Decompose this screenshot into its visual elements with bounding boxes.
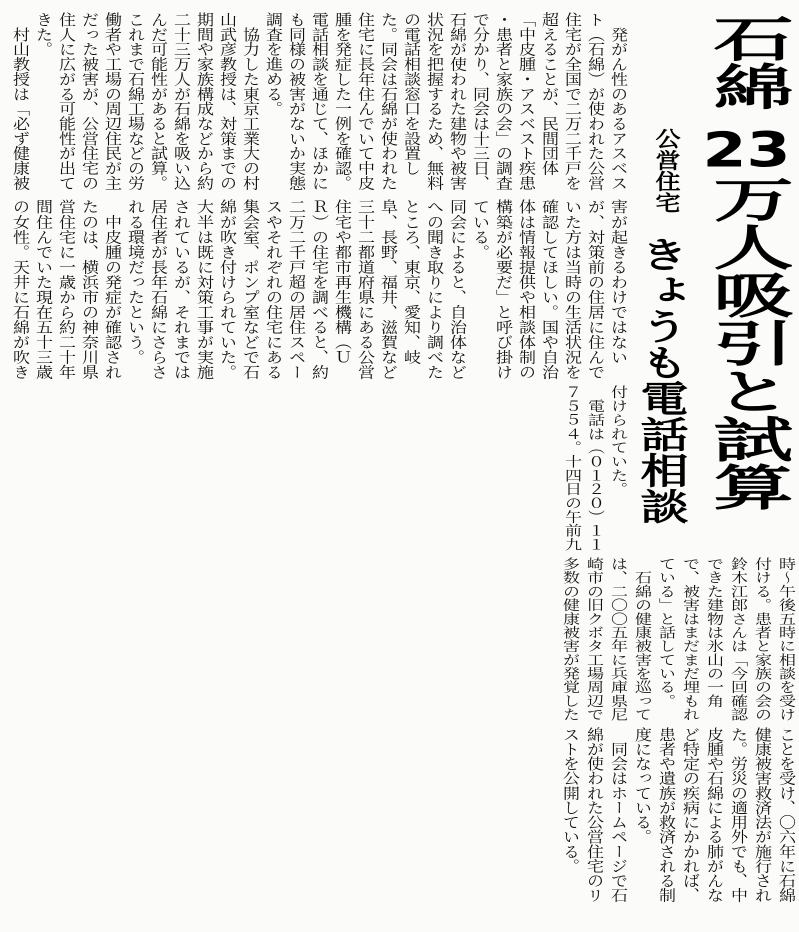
text-column: できた建物は氷山の一角 [703, 557, 723, 708]
text-column: 山武彦教授は、対策までの [216, 12, 236, 191]
text-column: 電話は（０１２０）１１ [584, 385, 604, 552]
text-column: 患者や遺族が救済される制 [655, 727, 675, 903]
text-column: 電話相談を通じて、ほかに [308, 12, 328, 191]
text-column: 阜、長野、福井、滋賀など [377, 199, 397, 380]
text-column: 体は情報提供や相談体制の [515, 199, 535, 380]
headline [700, 14, 792, 510]
text-column: 住宅や都市再生機構（Ｕ [331, 199, 351, 365]
text-column: だった被害が、公営住宅の [78, 12, 98, 191]
text-column: 調査を進める。 [262, 12, 282, 116]
text-column: 状況を把握するため、無料 [423, 12, 443, 191]
headline-number: 23 [702, 126, 791, 175]
text-column: 間住んでいた現在五十三歳 [32, 199, 52, 380]
text-column: で、被害はまだまだ埋もれ [679, 557, 699, 722]
headline-rest: 万人吸引と試算 [700, 174, 793, 511]
text-column: の電話相談窓口を設置し [400, 12, 420, 176]
text-column: 二十三万人が石綿を吸い込 [170, 12, 190, 191]
article-tier-3 [559, 385, 628, 551]
text-column: れる環境だったという。 [124, 199, 144, 365]
text-column: Ｒ）の住宅を調べると、約 [308, 199, 328, 380]
text-column: 石綿の健康被害を巡って [631, 557, 651, 722]
text-column: ト（石綿）が使われた公営 [584, 12, 604, 191]
subhead-title: きょうも電話相談 [632, 236, 688, 524]
text-column: スやそれぞれの住宅にある [262, 199, 282, 380]
text-column: 働者や工場の周辺住民が主 [101, 12, 121, 191]
text-column: ことを受け、〇六年に石綿 [775, 727, 795, 903]
text-column: 石綿が使われた建物や被害 [446, 12, 466, 191]
text-column: 協力した東京工業大の村 [239, 12, 259, 191]
text-column: されているが、それまでは [170, 199, 190, 380]
text-column: 二万二千戸超の居住スペー [285, 199, 305, 380]
article-tier-1 [7, 12, 628, 190]
article-tier-4 [557, 557, 797, 721]
text-column: 営住宅に一歳から約二十年 [55, 199, 75, 380]
text-column: 大半は既に対策工事が実施 [193, 199, 213, 380]
text-column: ・患者と家族の会」の調査 [492, 12, 512, 191]
text-column: が、対策前の住居に住んで [584, 199, 604, 380]
text-column: 住宅に長年住んでいて中皮 [354, 12, 374, 191]
article-tier-5 [557, 727, 797, 902]
text-column: 超えることが、民間団体 [538, 12, 558, 176]
subhead-kicker: 公営住宅 [652, 128, 681, 213]
text-column: 中皮腫の発症が確認され [101, 199, 121, 380]
text-column: 鈴木江郎さんは「今回確認 [727, 557, 747, 722]
text-column: 構築が必要だ」と呼び掛け [492, 199, 512, 380]
text-column: 住人に広がる可能性が出て [55, 12, 75, 191]
text-column: これまで石綿工場などの労 [124, 12, 144, 191]
text-column: 綿が吹き付けられていた。 [216, 199, 236, 380]
text-column: 綿が使われた公営住宅のリ [583, 727, 603, 903]
text-column: 害が起きるわけではない [607, 199, 627, 365]
text-column: 付けられていた。 [607, 385, 627, 496]
text-column: 集会室、ポンプ室などで石 [239, 199, 259, 380]
text-column: ところ、東京、愛知、岐 [400, 199, 420, 365]
text-column: 村山教授は「必ず健康被 [9, 12, 29, 191]
text-column: も同様の被害がないか実態 [285, 12, 305, 191]
text-column: ている」と話している。 [655, 557, 675, 708]
text-column: で分かり、同会は十三日、 [469, 12, 489, 191]
text-column: んだ可能性があると試算。 [147, 12, 167, 191]
text-column: ストを公開している。 [559, 727, 579, 874]
article-tier-2 [7, 199, 628, 380]
text-column: への聞き取りにより調べた [423, 199, 443, 380]
text-column: は、二〇〇五年に兵庫県尼 [607, 557, 627, 722]
text-column: の女性。天井に石綿が吹き [9, 199, 29, 380]
headline-lead: 石綿 [700, 14, 793, 110]
text-column: 崎市の旧クボタ工場周辺で [583, 557, 603, 722]
text-column: 腫を発症した一例を確認。 [331, 12, 351, 191]
text-column: 確認してほしい。国や自治 [538, 199, 558, 380]
text-column: ７５５４。十四日の午前九 [561, 385, 581, 552]
text-column: た。労災の適用外でも、中 [727, 727, 747, 903]
text-column: 皮腫や石綿による肺がんな [703, 727, 723, 903]
text-column: 居住者が長年石綿にさらさ [147, 199, 167, 380]
text-column: 発がん性のあるアスベス [607, 12, 627, 191]
text-column: 同会によると、自治体など [446, 199, 466, 380]
text-column: 「中皮腫・アスベスト疾患 [515, 12, 535, 191]
text-column: 多数の健康被害が発覚した [559, 557, 579, 722]
text-column: 三十二都道府県にある公営 [354, 199, 374, 380]
text-column: いた方は当時の生活状況を [561, 199, 581, 380]
text-column: ど特定の疾病にかかれば、 [679, 727, 699, 903]
text-column: 時～午後五時に相談を受け [775, 557, 795, 722]
text-column: 付ける。患者と家族の会の [751, 557, 771, 722]
text-column: たのは、横浜市の神奈川県 [78, 199, 98, 380]
text-column: ている。 [469, 199, 489, 260]
text-column: 住宅が全国で二万二千戸を [561, 12, 581, 191]
text-column: た。同会は石綿が使われた [377, 12, 397, 191]
text-column: 度になっている。 [631, 727, 651, 844]
text-column: 期間や家族構成などから約 [193, 12, 213, 191]
text-column: きた。 [32, 12, 52, 57]
text-column: 健康被害救済法が施行され [751, 727, 771, 903]
text-column: 同会はホームページで石 [607, 727, 627, 903]
